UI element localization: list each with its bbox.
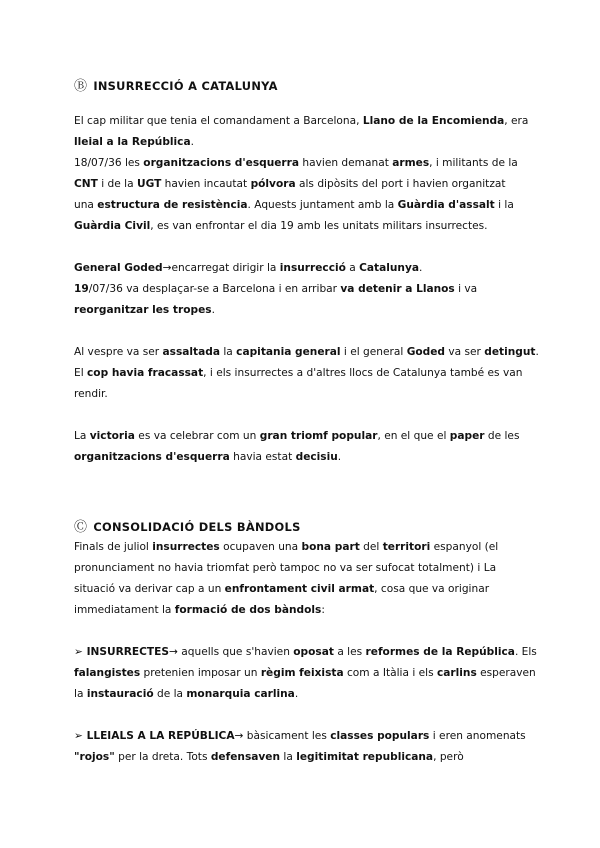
text-line [74, 219, 488, 233]
text-run: la [280, 751, 297, 763]
text-run: va ser [445, 346, 485, 358]
section-b-title: INSURRECCIÓ A CATALUNYA [93, 79, 278, 93]
text-run: a [345, 262, 360, 274]
text-run: , però [433, 751, 464, 763]
text-line [74, 366, 522, 380]
bold-text: Goded [406, 346, 446, 358]
section-b-letter: Ⓑ [74, 79, 88, 94]
bold-text: estructura de resistència [97, 199, 248, 211]
text-run: 18/07/36 les [74, 157, 144, 169]
text-run: situació va derivar cap a un [74, 583, 225, 595]
text-run: pretenien imposar un [140, 667, 261, 679]
text-line [74, 561, 496, 575]
text-run: la [220, 346, 237, 358]
bold-text: pólvora [250, 178, 296, 190]
text-line [74, 429, 519, 443]
text-line [74, 666, 536, 680]
text-run: de la [153, 688, 187, 700]
text-run: havien demanat [299, 157, 393, 169]
text-run: , es van enfrontar el dia 19 amb les unitats militars insurrectes. [150, 220, 488, 232]
text-line [74, 540, 498, 554]
text-run: per la dreta. Tots [114, 751, 211, 763]
bold-text: insurrectes [152, 541, 220, 553]
text-line [74, 603, 325, 617]
text-line [74, 261, 422, 275]
bold-text: ➢ LLEIALS A LA REPÚBLICA [74, 730, 235, 742]
text-run: i eren anomenats [429, 730, 526, 742]
bold-text: reorganitzar les tropes [74, 304, 212, 316]
bold-text: decisiu [295, 451, 338, 463]
text-line [74, 282, 477, 296]
bold-text: cop havia fracassat [87, 367, 204, 379]
text-run: a les [333, 646, 366, 658]
text-run: . [211, 304, 215, 316]
bold-text: Catalunya [359, 262, 420, 274]
text-run: havien incautat [161, 178, 251, 190]
bold-text: enfrontament civil armat [224, 583, 375, 595]
text-run: : [321, 604, 325, 616]
text-run: ocupaven una [219, 541, 302, 553]
bold-text: va detenir a Llanos [340, 283, 455, 295]
text-line [74, 645, 537, 659]
text-run: del [359, 541, 383, 553]
text-run: . Aquests juntament amb la [247, 199, 398, 211]
text-line [74, 114, 528, 128]
text-run: El cap militar que tenia el comandament a Barcelona, [74, 115, 363, 127]
bold-text: lleial a la República [74, 136, 191, 148]
text-run: , cosa que va originar [374, 583, 490, 595]
bold-text: capitania general [236, 346, 341, 358]
text-run: esperaven [476, 667, 536, 679]
text-run: i va [454, 283, 478, 295]
bold-text: gran triomf popular [259, 430, 378, 442]
bold-text: règim feixista [260, 667, 344, 679]
text-run: La [74, 430, 90, 442]
text-run: immediatament la [74, 604, 175, 616]
text-run: , i els insurrectes a d'altres llocs de Catalunya també es van [203, 367, 523, 379]
text-run: . [535, 346, 539, 358]
bold-text: defensaven [210, 751, 281, 763]
text-run: →encarregat dirigir la [162, 262, 280, 274]
bold-text: oposat [293, 646, 334, 658]
text-run: , i militants de la [429, 157, 518, 169]
bold-text: CNT [74, 178, 98, 190]
text-line [74, 729, 526, 743]
text-run: i de la [97, 178, 137, 190]
bold-text: legitimitat republicana [296, 751, 434, 763]
text-run: als dipòsits del port i havien organitzat [295, 178, 506, 190]
bold-text: ➢ INSURRECTES [74, 646, 170, 658]
bold-text: instauració [86, 688, 154, 700]
text-line [74, 387, 108, 401]
text-run: . [190, 136, 194, 148]
bold-text: reformes de la República [365, 646, 515, 658]
bold-text: carlins [437, 667, 477, 679]
text-run: . [294, 688, 299, 700]
text-line [74, 156, 518, 170]
text-run: . Els [514, 646, 537, 658]
bold-text: "rojos" [74, 751, 115, 763]
text-run: i la [494, 199, 514, 211]
bold-text: organitzacions d'esquerra [143, 157, 300, 169]
text-line [74, 198, 514, 212]
text-line [74, 303, 215, 317]
text-run: , en el que el [377, 430, 450, 442]
text-run: . [337, 451, 342, 463]
bold-text: formació de dos bàndols [174, 604, 322, 616]
text-run: i el general [340, 346, 407, 358]
text-line [74, 345, 539, 359]
text-run: , era [504, 115, 529, 127]
text-run: havia estat [229, 451, 296, 463]
bold-text: bona part [301, 541, 360, 553]
text-run: Finals de juliol [74, 541, 153, 553]
text-run: Al vespre va ser [74, 346, 163, 358]
section-c-title: CONSOLIDACIÓ DELS BÀNDOLS [93, 520, 301, 534]
text-run: pronunciament no havia triomfat però tampoc no va ser sufocat totalment) i La [74, 562, 497, 574]
bold-text: detingut [484, 346, 536, 358]
bold-text: falangistes [74, 667, 141, 679]
text-run: → aquells que s'havien [169, 646, 294, 658]
section-b-heading [74, 75, 278, 94]
bold-text: Llano de la Encomienda [362, 115, 505, 127]
text-run: espanyol (el [430, 541, 499, 553]
text-run: /07/36 va desplaçar-se a Barcelona i en arribar [88, 283, 341, 295]
text-line [74, 582, 489, 596]
bold-text: armes [392, 157, 430, 169]
bold-text: victoria [89, 430, 135, 442]
bold-text: insurrecció [279, 262, 346, 274]
text-line [74, 750, 464, 764]
text-run: → bàsicament les [234, 730, 331, 742]
bold-text: territori [382, 541, 431, 553]
bold-text: classes populars [330, 730, 430, 742]
bold-text: UGT [136, 178, 162, 190]
text-line [74, 450, 341, 464]
bold-text: General Goded [74, 262, 163, 274]
bold-text: monarquia carlina [186, 688, 295, 700]
bold-text: organitzacions d'esquerra [74, 451, 230, 463]
bold-text: Guàrdia d'assalt [397, 199, 495, 211]
bold-text: assaltada [162, 346, 220, 358]
text-run: la [74, 688, 87, 700]
text-run: de les [484, 430, 520, 442]
section-c-letter: Ⓒ [74, 520, 88, 535]
text-line [74, 177, 506, 191]
bold-text: 19 [74, 283, 89, 295]
bold-text: paper [449, 430, 485, 442]
text-run: com a Itàlia i els [343, 667, 437, 679]
text-line [74, 135, 194, 149]
text-run: es va celebrar com un [134, 430, 260, 442]
text-run: una [74, 199, 98, 211]
text-run: . [419, 262, 423, 274]
text-run: rendir. [74, 388, 108, 400]
text-run: El [74, 367, 88, 379]
text-line [74, 687, 298, 701]
section-c-heading [74, 516, 301, 535]
bold-text: Guàrdia Civil [74, 220, 151, 232]
